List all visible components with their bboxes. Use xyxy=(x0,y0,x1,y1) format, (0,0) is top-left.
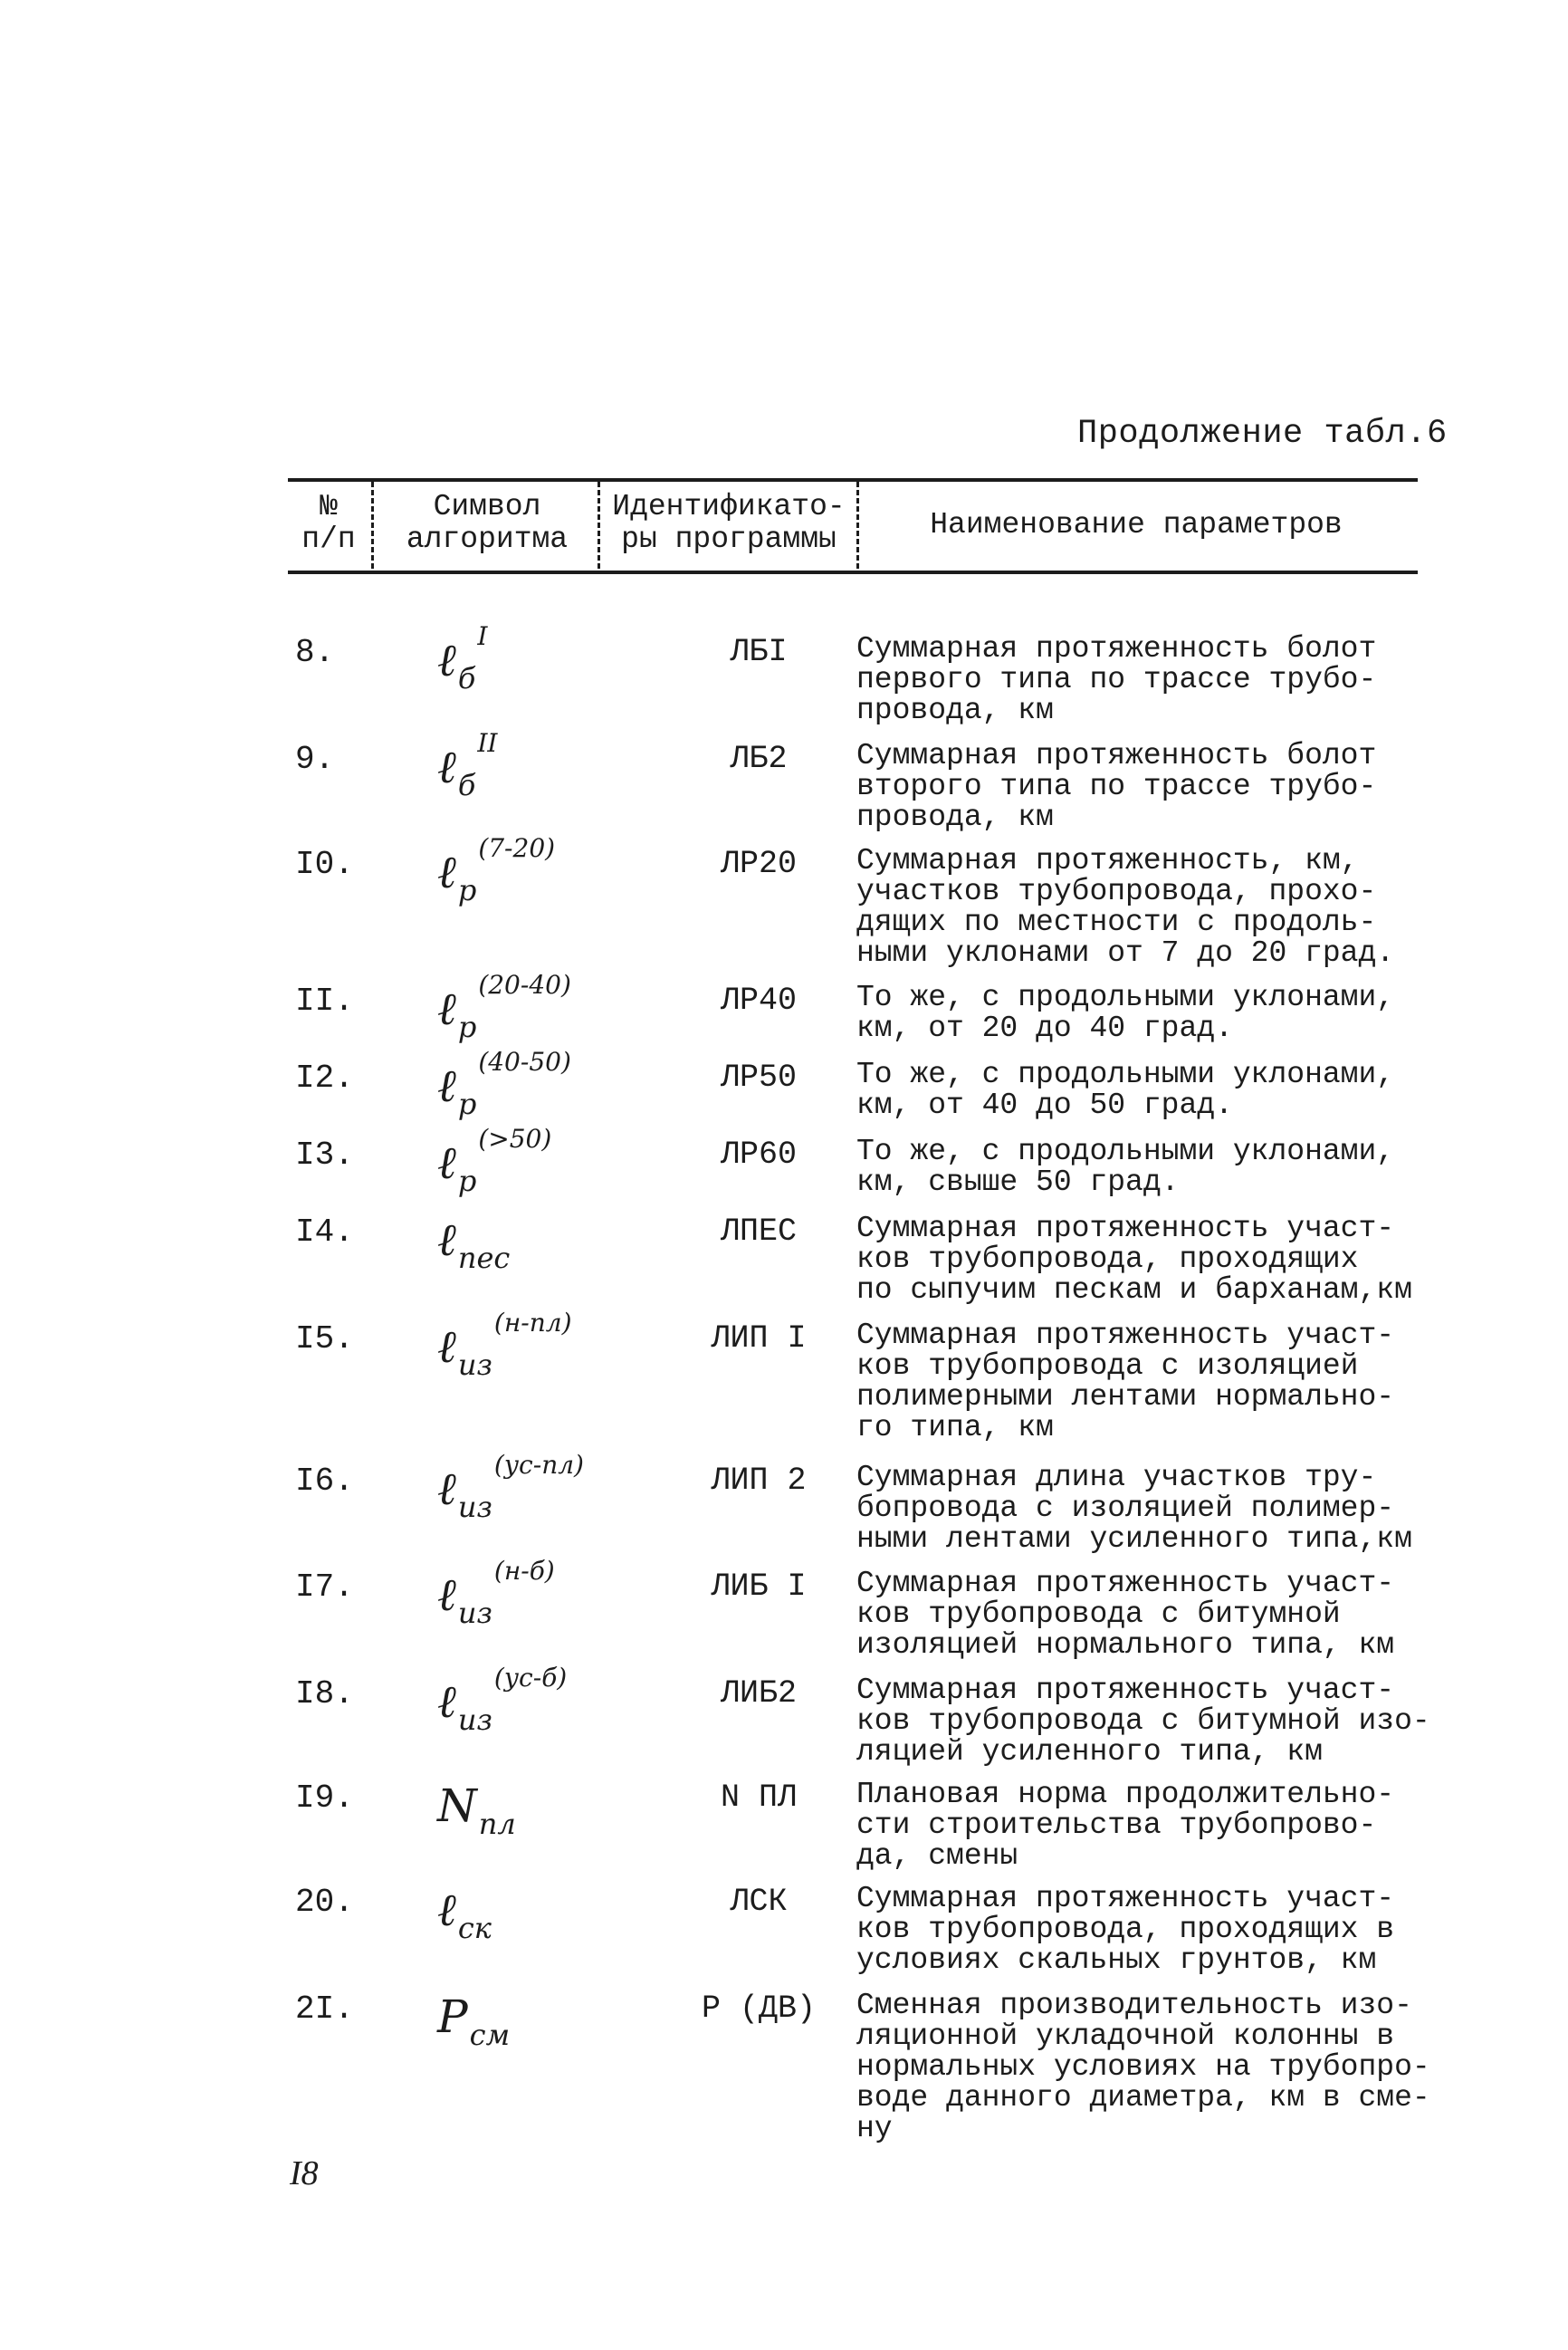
row-number: I4. xyxy=(295,1213,354,1251)
row-number: I2. xyxy=(295,1060,354,1097)
header-divider-1 xyxy=(371,482,374,569)
algorithm-symbol: ℓбII xyxy=(437,728,498,802)
algorithm-symbol: ℓск xyxy=(437,1884,492,1945)
table-top-rule xyxy=(288,478,1418,482)
row-number: I3. xyxy=(295,1137,354,1174)
parameter-name: Суммарная протяженность участ- ков трубопровода с битумной изо- ляцией усиленного типа, км xyxy=(856,1674,1430,1769)
row-number: I8. xyxy=(295,1675,354,1712)
program-identifier: ЛИБ2 xyxy=(720,1675,797,1712)
program-identifier: N ПЛ xyxy=(720,1779,797,1816)
program-identifier: P (ДВ) xyxy=(701,1990,817,2027)
program-identifier: ЛР50 xyxy=(720,1060,797,1096)
algorithm-symbol: ℓр(7-20) xyxy=(437,833,556,907)
header-col-identifier: Идентификато- ры программы xyxy=(612,490,846,556)
row-number: I5. xyxy=(295,1320,354,1357)
header-col-symbol: Символ алгоритма xyxy=(406,490,569,556)
program-identifier: ЛР60 xyxy=(720,1137,797,1173)
row-number: 9. xyxy=(295,741,335,778)
algorithm-symbol: ℓиз(ус-пл) xyxy=(437,1450,584,1524)
algorithm-symbol: ℓр(>50) xyxy=(437,1124,552,1198)
parameter-name: Сменная производительность изо- ляционной укладочной колонны в нормальных условиях на трубопро- воде данного диаметра, км в сме- ну xyxy=(856,1989,1430,2145)
parameter-name: Суммарная протяженность болот первого типа по трассе трубо- провода, км xyxy=(856,632,1377,727)
row-number: II. xyxy=(295,983,354,1020)
program-identifier: ЛР20 xyxy=(720,846,797,882)
algorithm-symbol: ℓиз(н-пл) xyxy=(437,1308,572,1382)
program-identifier: ЛИП I xyxy=(711,1320,807,1357)
algorithm-symbol: Nпл xyxy=(437,1779,516,1841)
table-caption: Продолжение табл.6 xyxy=(1077,415,1448,453)
parameter-name: То же, с продольными уклонами, км, от 40 до 50 град. xyxy=(856,1058,1395,1122)
algorithm-symbol: Pсм xyxy=(437,1990,511,2052)
program-identifier: ЛБ2 xyxy=(730,741,788,777)
algorithm-symbol: ℓр(20-40) xyxy=(437,970,571,1044)
program-identifier: ЛИП 2 xyxy=(711,1463,807,1499)
header-col-number: № п/п xyxy=(301,490,356,556)
parameter-name: То же, с продольными уклонами, км, свыше 50 град. xyxy=(856,1135,1395,1199)
parameter-name: Суммарная протяженность болот второго типа по трассе трубо- провода, км xyxy=(856,739,1377,834)
table-header-rule xyxy=(288,571,1418,574)
row-number: I9. xyxy=(295,1779,354,1817)
parameter-name: Суммарная протяженность участ- ков трубопровода с битумной изоляцией нормального типа, км xyxy=(856,1567,1395,1662)
program-identifier: ЛПЕС xyxy=(720,1213,797,1250)
algorithm-symbol: ℓпес xyxy=(437,1213,511,1275)
parameter-name: Суммарная протяженность участ- ков трубопровода с изоляцией полимерными лентами нормально- го типа, км xyxy=(856,1319,1395,1444)
row-number: I6. xyxy=(295,1463,354,1500)
algorithm-symbol: ℓиз(н-б) xyxy=(437,1556,555,1630)
row-number: I0. xyxy=(295,846,354,883)
program-identifier: ЛИБ I xyxy=(711,1568,807,1605)
algorithm-symbol: ℓр(40-50) xyxy=(437,1047,571,1121)
parameter-name: Суммарная протяженность участ- ков трубопровода, проходящих в условиях скальных грунтов, км xyxy=(856,1882,1395,1977)
parameter-name: Суммарная протяженность, км, участков трубопровода, прохо- дящих по местности с продоль- ными уклонами от 7 до 20 град. xyxy=(856,844,1395,970)
program-identifier: ЛСК xyxy=(730,1884,788,1920)
program-identifier: ЛР40 xyxy=(720,983,797,1019)
header-divider-2 xyxy=(598,482,600,569)
algorithm-symbol: ℓбI xyxy=(437,621,488,695)
parameter-name: Суммарная протяженность участ- ков трубопровода, проходящих по сыпучим пескам и барханам,км xyxy=(856,1212,1412,1307)
header-col-name: Наименование параметров xyxy=(930,508,1343,542)
header-divider-3 xyxy=(856,482,859,569)
algorithm-symbol: ℓиз(ус-б) xyxy=(437,1663,568,1737)
row-number: 8. xyxy=(295,634,335,671)
parameter-name: Суммарная длина участков тру- бопровода с изоляцией полимер- ными лентами усиленного типа,км xyxy=(856,1461,1412,1556)
program-identifier: ЛБI xyxy=(730,634,788,670)
row-number: 20. xyxy=(295,1884,354,1921)
row-number: 2I. xyxy=(295,1990,354,2028)
page-number: I8 xyxy=(290,2154,319,2192)
parameter-name: Плановая норма продолжительно- сти строительства трубопрово- да, смены xyxy=(856,1778,1395,1873)
parameter-name: То же, с продольными уклонами, км, от 20 до 40 град. xyxy=(856,981,1395,1045)
row-number: I7. xyxy=(295,1568,354,1606)
